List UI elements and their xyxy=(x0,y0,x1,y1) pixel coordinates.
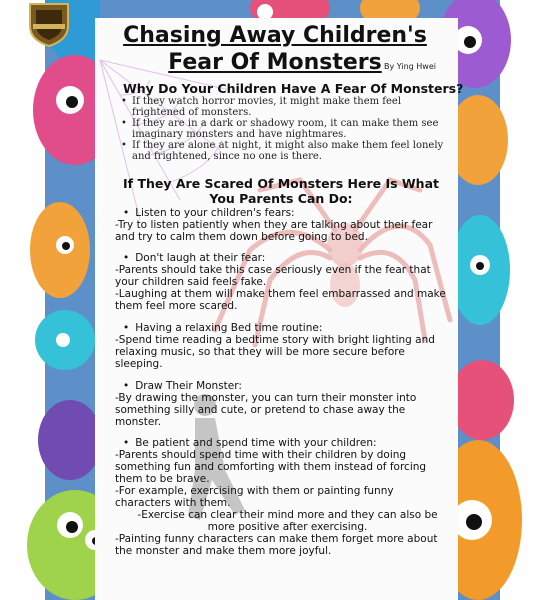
tip-text: -For example, exercising with them or painting funny characters with them. xyxy=(115,485,394,509)
tips-heading: If They Are Scared Of Monsters Here Is What You Parents Can Do: xyxy=(123,176,439,206)
author-byline: By Ying Hwei xyxy=(384,62,436,71)
tip-text: -Try to listen patiently when they are talking about their fear and try to calm them down before going to bed. xyxy=(115,219,433,243)
tip-section: • Draw Their Monster: -By drawing the monster, you can turn their monster into something silly and cute, or pretend to chase away the monster. xyxy=(115,380,450,428)
why-list xyxy=(118,96,448,162)
tip-section: • Don't laugh at their fear: -Parents should take this case seriously even if the fear that your children said feels fake. -Laughing at them will make them feel embarrassed and make them feel more scared. xyxy=(115,252,450,312)
title-line: Chasing Away Children's xyxy=(123,23,427,48)
list-item: • If they are in a dark or shadowy room, it can make them see imaginary monsters and have nightmares. xyxy=(121,118,439,140)
tip-text: -Painting funny characters can make them forget more about the monster and make them more joyful. xyxy=(115,533,438,557)
tip-section: • Be patient and spend time with your children: -Parents should spend time with their children by doing something fun and comforting with them instead of forcing them to be brave. -For example, exercising with them or painting funny characters with them. -Exercise can clear their mind more and they can also be more positive after exercising. -Painting funny characters can make them forget more about the monster and make them more joyful. xyxy=(115,437,450,557)
tip-text: -Parents should spend time with their children by doing something fun and comforting with them instead of forcing them to be brave. xyxy=(115,449,427,485)
tip-heading: Be patient and spend time with your children: xyxy=(135,437,377,449)
title-line: Fear Of Monsters xyxy=(168,50,382,75)
tip-text: -By drawing the monster, you can turn their monster into something silly and cute, or pretend to chase away the monster. xyxy=(115,392,417,428)
tip-heading: Having a relaxing Bed time routine: xyxy=(135,322,323,334)
list-item: • If they watch horror movies, it might make them feel frightened of monsters. xyxy=(121,96,402,118)
tip-text: -Exercise can clear their mind more and they can also be more positive after exercising. xyxy=(137,509,438,533)
tip-text: -Laughing at them will make them feel embarrassed and make them feel more scared. xyxy=(115,288,446,312)
tip-heading: Don't laugh at their fear: xyxy=(135,252,266,264)
tip-text: -Spend time reading a bedtime story with bright lighting and relaxing music, so that they will be more secure before sleeping. xyxy=(115,334,435,370)
tip-section: • Listen to your children's fears: -Try to listen patiently when they are talking about their fear and try to calm them down before going to bed. xyxy=(115,207,450,243)
tip-text: -Parents should take this case seriously even if the fear that your children said feels fake. xyxy=(115,264,431,288)
tip-heading: Draw Their Monster: xyxy=(135,380,242,392)
tip-section: • Having a relaxing Bed time routine: -Spend time reading a bedtime story with bright lighting and relaxing music, so that they will be more secure before sleeping. xyxy=(115,322,450,370)
list-item: • If they are alone at night, it might also make them feel lonely and frightened, since no one is there. xyxy=(121,140,444,162)
why-heading: Why Do Your Children Have A Fear Of Monsters? xyxy=(123,81,464,96)
tip-heading: Listen to your children's fears: xyxy=(135,207,295,219)
